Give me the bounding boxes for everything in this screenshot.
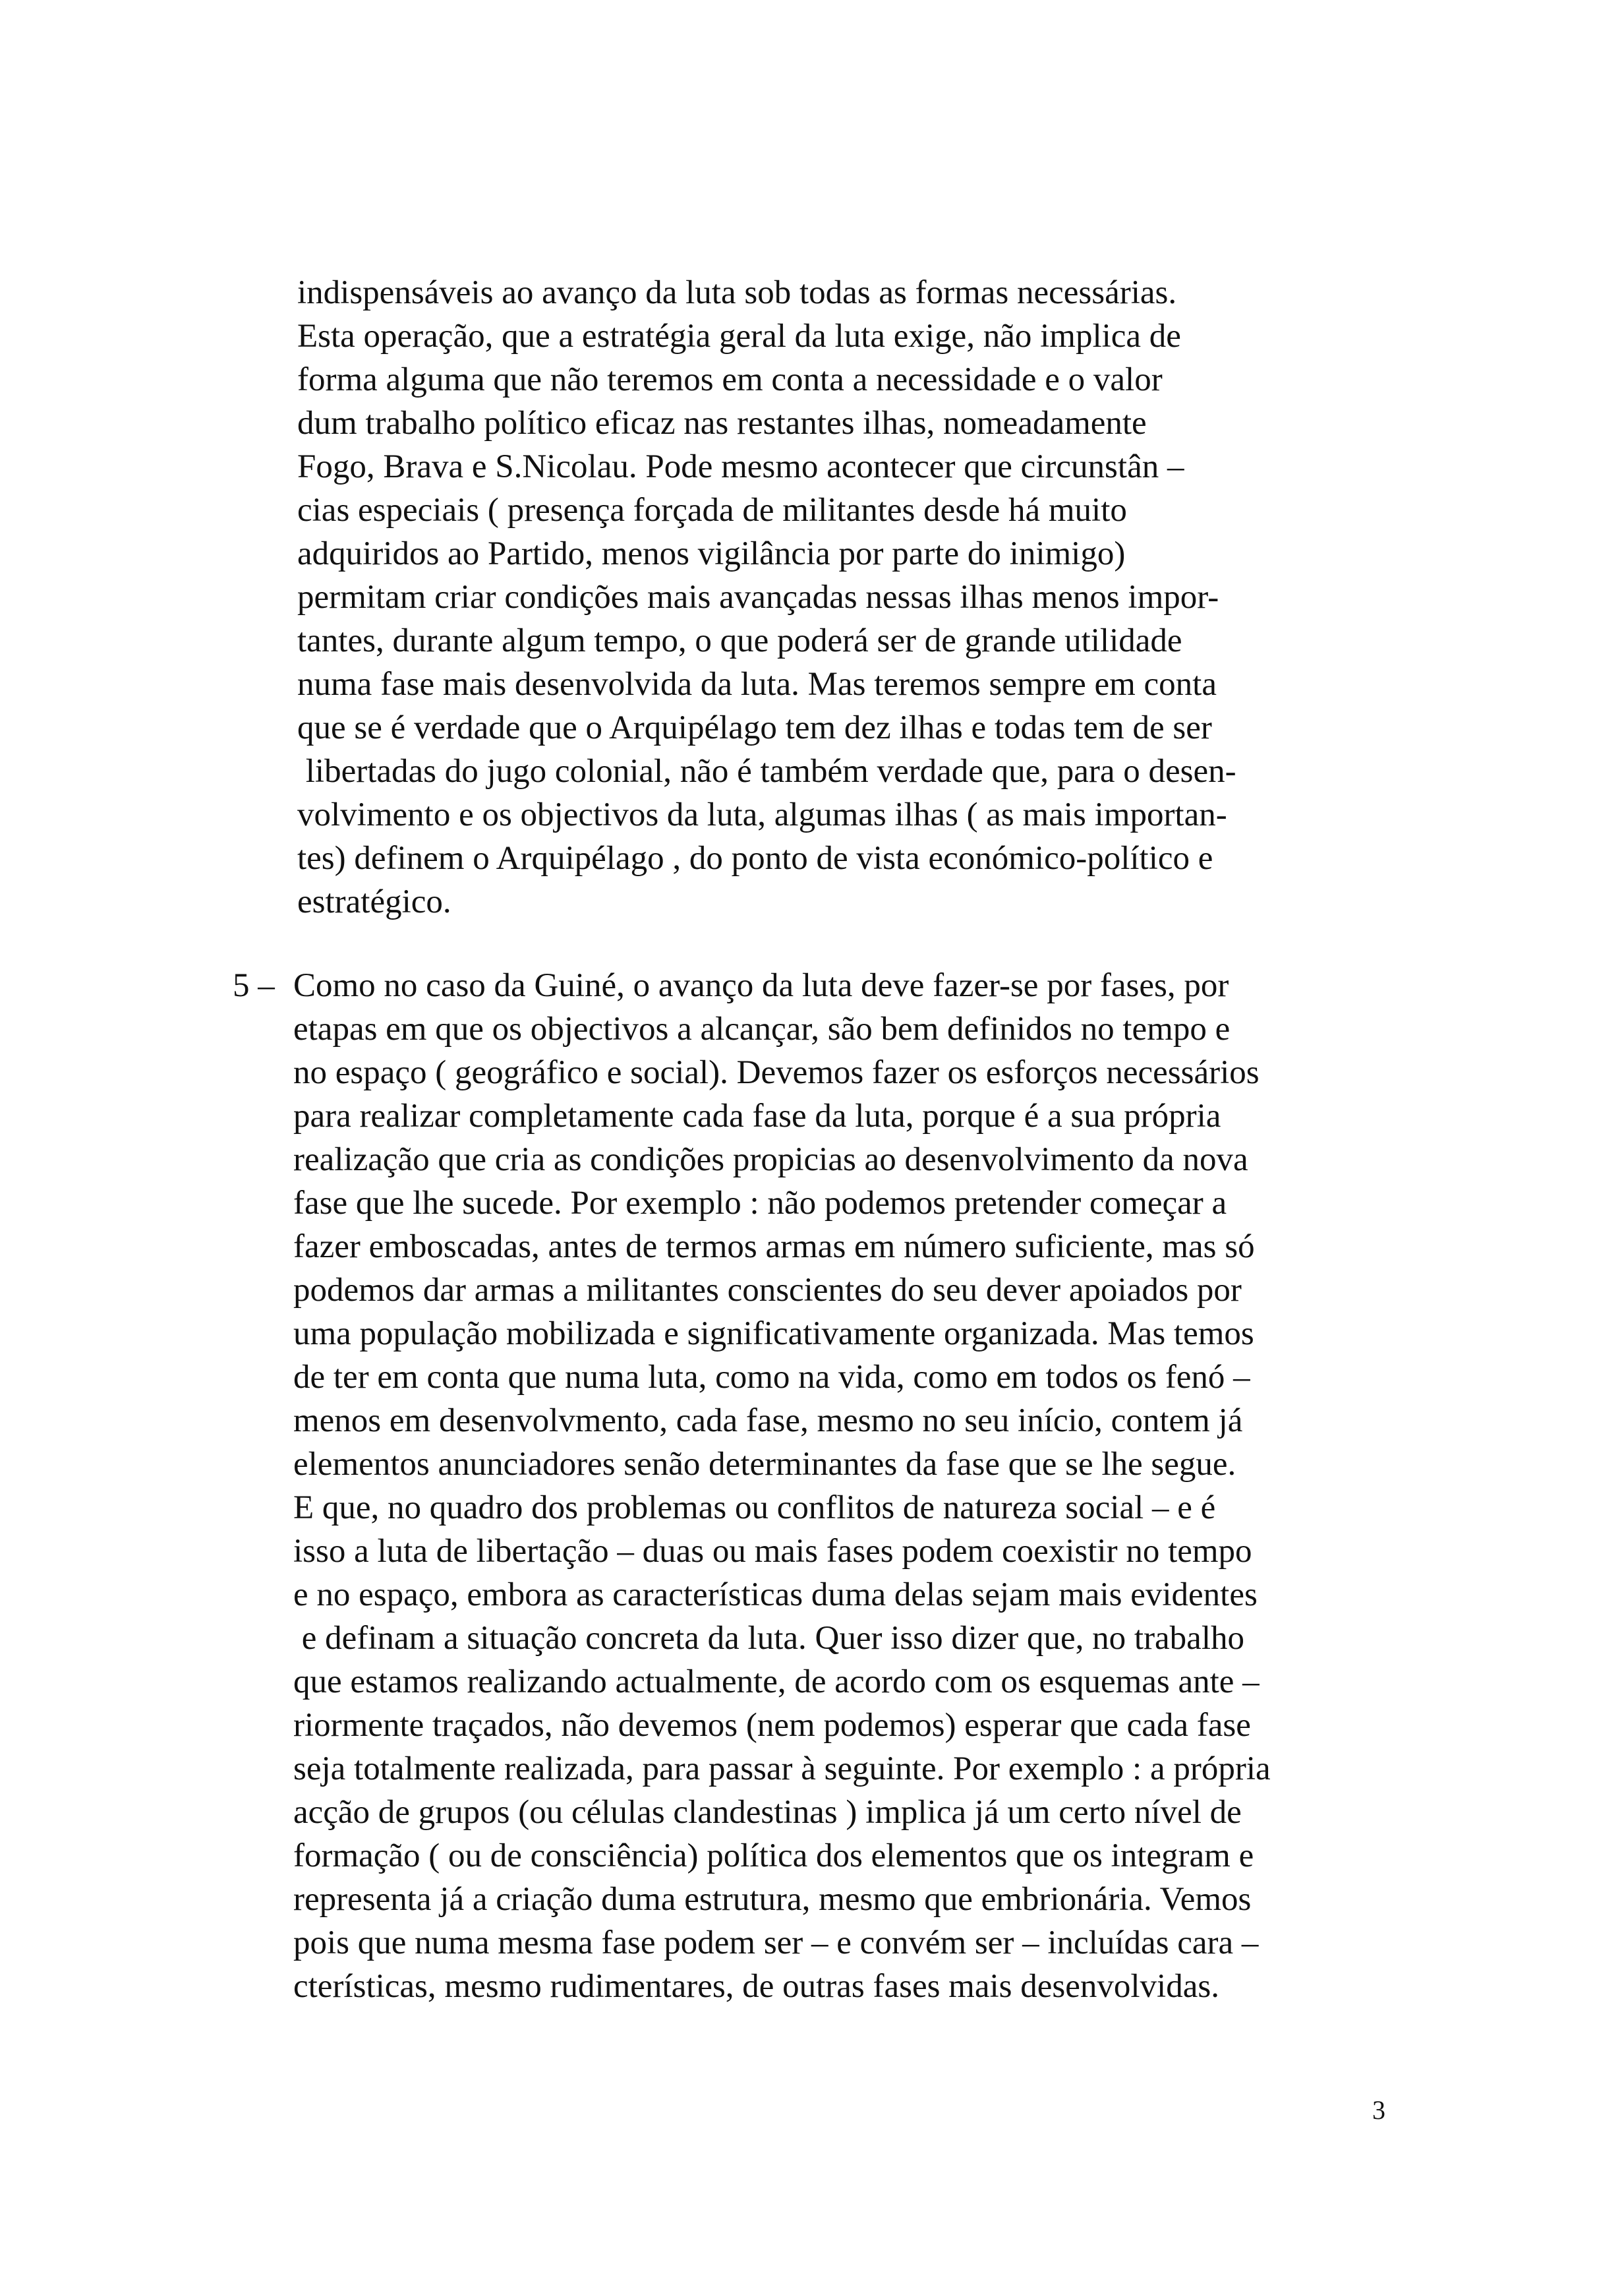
text-line: riormente traçados, não devemos (nem podemos) esperar que cada fase <box>293 1707 1251 1744</box>
text-line: no espaço ( geográfico e social). Devemos fazer os esforços necessários <box>293 1054 1260 1091</box>
text-line: menos em desenvolvmento, cada fase, mesmo no seu início, contem já <box>293 1402 1243 1439</box>
text-line: realização que cria as condições propicias ao desenvolvimento da nova <box>293 1141 1248 1178</box>
text-line: dum trabalho político eficaz nas restantes ilhas, nomeadamente <box>297 405 1147 442</box>
text-line: isso a luta de libertação – duas ou mais fases podem coexistir no tempo <box>293 1533 1252 1570</box>
text-line: fazer emboscadas, antes de termos armas em número suficiente, mas só <box>293 1228 1255 1265</box>
text-line: Esta operação, que a estratégia geral da luta exige, não implica de <box>297 318 1181 355</box>
text-line: representa já a criação duma estrutura, mesmo que embrionária. Vemos <box>293 1881 1252 1918</box>
text-line: para realizar completamente cada fase da luta, porque é a sua própria <box>293 1098 1221 1135</box>
text-line: que se é verdade que o Arquipélago tem dez ilhas e todas tem de ser <box>297 709 1212 746</box>
text-line: volvimento e os objectivos da luta, algumas ilhas ( as mais importan- <box>297 796 1227 833</box>
text-line: permitam criar condições mais avançadas nessas ilhas menos impor- <box>297 579 1219 616</box>
text-line: libertadas do jugo colonial, não é também verdade que, para o desen- <box>297 753 1236 790</box>
text-line: acção de grupos (ou células clandestinas ) implica já um certo nível de <box>293 1794 1242 1831</box>
text-line: tes) definem o Arquipélago , do ponto de vista económico-político e <box>297 840 1213 877</box>
text-line: Como no caso da Guiné, o avanço da luta deve fazer-se por fases, por <box>293 967 1229 1004</box>
text-line: indispensáveis ao avanço da luta sob todas as formas necessárias. <box>297 274 1177 311</box>
text-line: cterísticas, mesmo rudimentares, de outras fases mais desenvolvidas. <box>293 1968 1219 2005</box>
text-line: tantes, durante algum tempo, o que poderá ser de grande utilidade <box>297 622 1182 659</box>
text-line: uma população mobilizada e significativamente organizada. Mas temos <box>293 1315 1254 1352</box>
text-line: E que, no quadro dos problemas ou conflitos de natureza social – e é <box>293 1489 1216 1526</box>
text-line: estratégico. <box>297 883 451 920</box>
text-line: podemos dar armas a militantes conscientes do seu dever apoiados por <box>293 1272 1242 1309</box>
text-line: fase que lhe sucede. Por exemplo : não podemos pretender começar a <box>293 1185 1227 1222</box>
text-line: etapas em que os objectivos a alcançar, são bem definidos no tempo e <box>293 1011 1231 1048</box>
text-line: que estamos realizando actualmente, de acordo com os esquemas ante – <box>293 1663 1260 1700</box>
text-line: e definam a situação concreta da luta. Quer isso dizer que, no trabalho <box>293 1620 1244 1657</box>
text-line: elementos anunciadores senão determinantes da fase que se lhe segue. <box>293 1446 1236 1483</box>
text-line: seja totalmente realizada, para passar à seguinte. Por exemplo : a própria <box>293 1750 1271 1787</box>
section-number: 5 – <box>233 967 275 1004</box>
text-line: forma alguma que não teremos em conta a necessidade e o valor <box>297 361 1163 398</box>
text-line: numa fase mais desenvolvida da luta. Mas teremos sempre em conta <box>297 666 1217 703</box>
page-number: 3 <box>1372 2095 1385 2125</box>
text-line: e no espaço, embora as características duma delas sejam mais evidentes <box>293 1576 1258 1613</box>
text-line: adquiridos ao Partido, menos vigilância por parte do inimigo) <box>297 535 1126 572</box>
text-line: de ter em conta que numa luta, como na vida, como em todos os fenó – <box>293 1359 1250 1396</box>
text-line: Fogo, Brava e S.Nicolau. Pode mesmo acontecer que circunstân – <box>297 448 1184 485</box>
text-line: pois que numa mesma fase podem ser – e convém ser – incluídas cara – <box>293 1924 1259 1961</box>
text-line: cias especiais ( presença forçada de militantes desde há muito <box>297 492 1127 529</box>
text-line: formação ( ou de consciência) política dos elementos que os integram e <box>293 1837 1254 1874</box>
